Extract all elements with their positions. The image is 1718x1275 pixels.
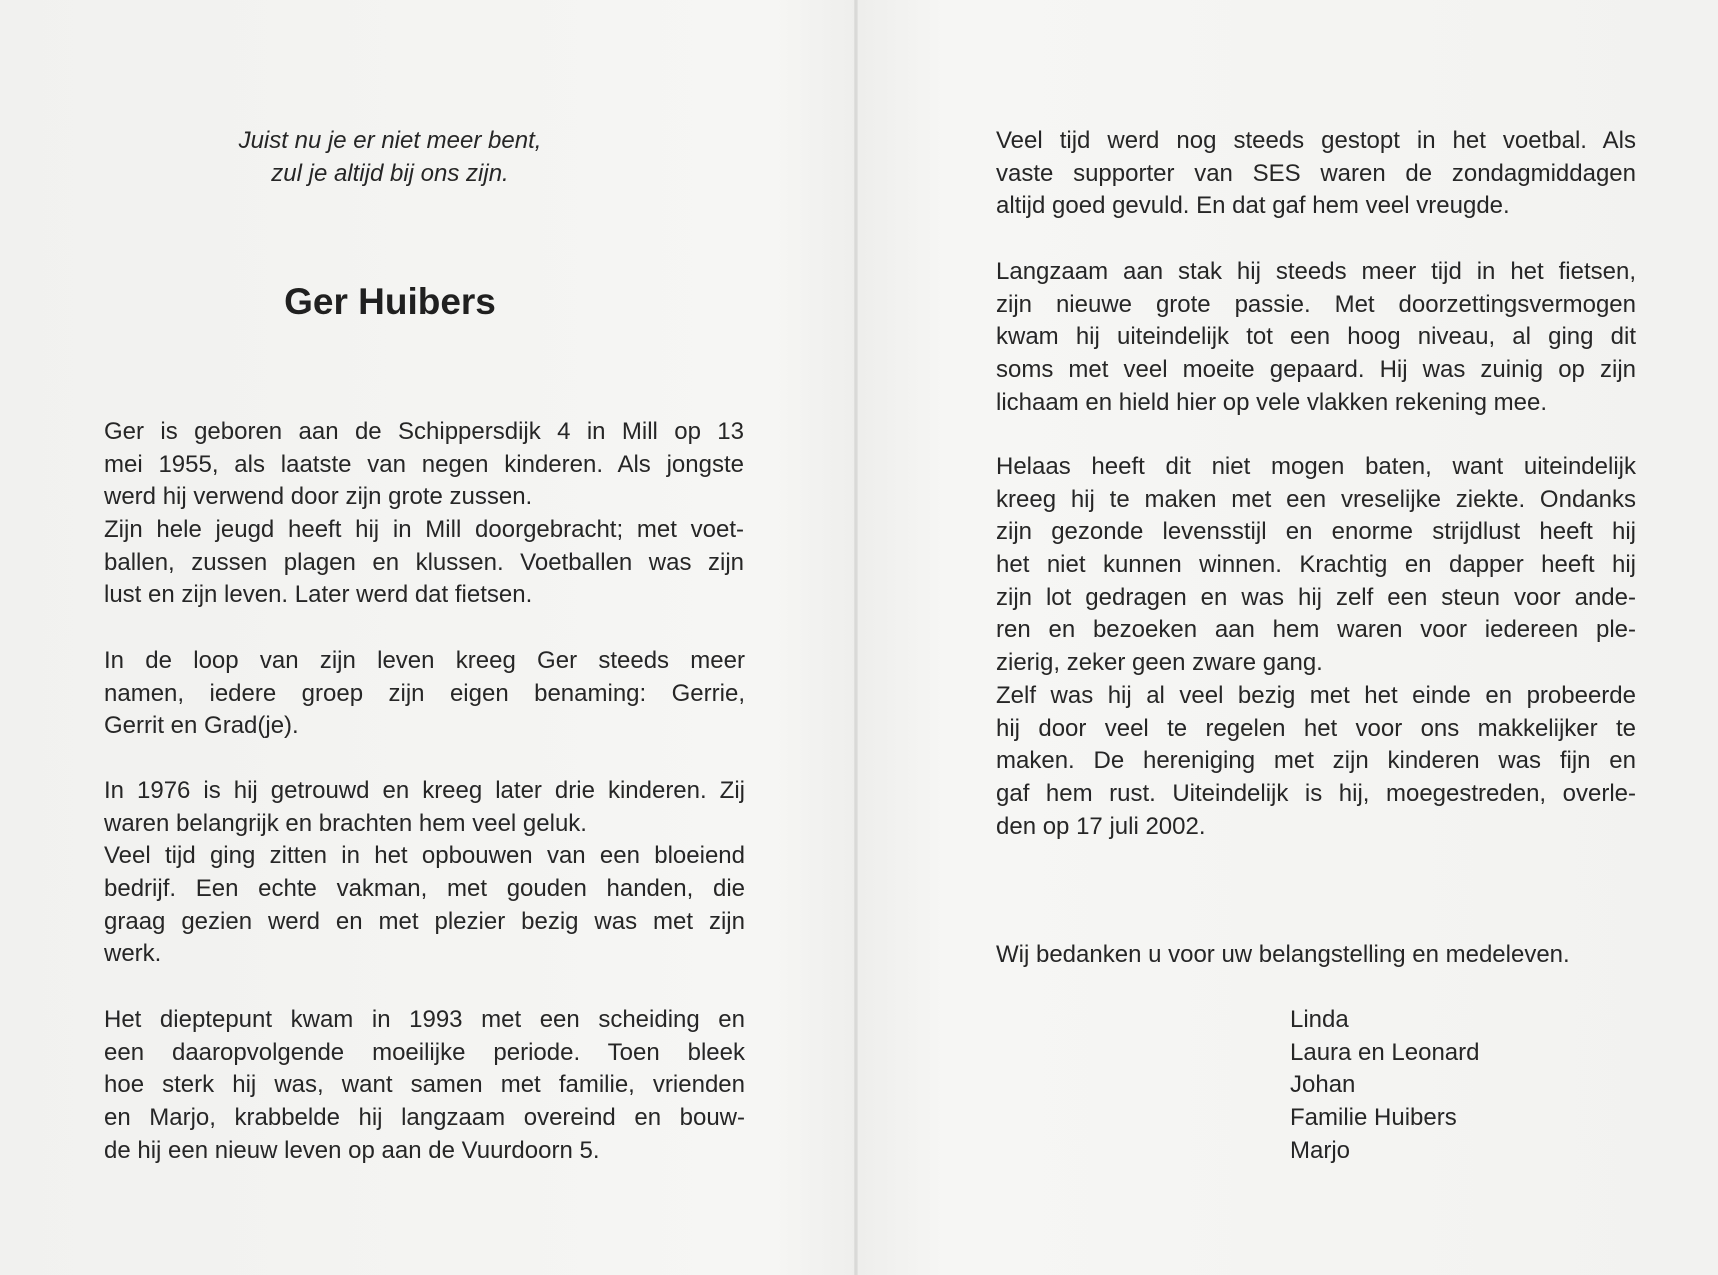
deceased-name: Ger Huibers [284,281,496,322]
text-line: Gerrit en Grad(je). [104,712,299,740]
signer: Familie Huibers [1290,1104,1457,1132]
text-line: hoe sterk hij was, want samen met familie, vrienden [104,1071,745,1099]
motto [150,124,630,190]
text-line: Helaas heeft dit niet mogen baten, want uiteindelijk [996,453,1636,480]
right-paragraph-3 [996,451,1636,843]
text-line: mei 1955, als laatste van negen kinderen. Als jongste [104,450,744,478]
text-line: In 1976 is hij getrouwd en kreeg later drie kinderen. Zij [104,777,745,804]
left-paragraph-4 [104,1004,745,1167]
text-line: werd hij verwend door zijn grote zussen. [104,483,533,511]
text-line: soms met veel moeite gepaard. Hij was zuinig op zijn [996,356,1636,384]
text-line: Langzaam aan stak hij steeds meer tijd in het fietsen, [996,258,1636,285]
text-line: Zelf was hij al veel bezig met het einde en probeerde [996,681,1636,709]
text-line: den op 17 juli 2002. [996,812,1206,840]
text-line: altijd goed gevuld. En dat gaf hem veel vreugde. [996,192,1510,220]
text-line: zijn lot gedragen en was hij zelf een steun voor ande- [996,583,1636,611]
signer: Johan [1290,1071,1356,1099]
text-line: kreeg hij te maken met een vreselijke ziekte. Ondanks [996,485,1636,513]
thanks-line: Wij bedanken u voor uw belangstelling en medeleven. [996,941,1570,968]
text-line: kwam hij uiteindelijk tot een hoog niveau, al ging dit [996,323,1636,351]
signer: Laura en Leonard [1290,1038,1480,1066]
text-line: namen, iedere groep zijn eigen benaming: Gerrie, [104,679,745,707]
text-line: zijn nieuwe grote passie. Met doorzettingsvermogen [996,290,1636,318]
signer: Linda [1290,1006,1349,1033]
motto-line-1: Juist nu je er niet meer bent, [238,127,542,154]
text-line: lichaam en hield hier op vele vlakken rekening mee. [996,388,1547,416]
text-line: vaste supporter van SES waren de zondagmiddagen [996,159,1636,187]
text-line: In de loop van zijn leven kreeg Ger steeds meer [104,647,745,674]
text-line: Veel tijd ging zitten in het opbouwen van een bloeiend [104,842,745,870]
text-line: zierig, zeker geen zware gang. [996,649,1323,677]
text-line: Ger is geboren aan de Schippersdijk 4 in Mill op 13 [104,418,744,445]
text-line: gaf hem rust. Uiteindelijk is hij, moegestreden, overle- [996,779,1636,807]
left-paragraph-1 [104,416,744,612]
text-line: de hij een nieuw leven op aan de Vuurdoorn 5. [104,1136,600,1164]
signer: Marjo [1290,1136,1351,1164]
text-line: maken. De hereniging met zijn kinderen was fijn en [996,747,1636,775]
left-paragraph-3 [104,775,745,971]
text-line: ballen, zussen plagen en klussen. Voetballen was zijn [104,548,744,576]
right-paragraph-2 [996,256,1636,419]
text-line: hij door veel te regelen het voor ons makkelijker te [996,714,1636,742]
text-line: Het dieptepunt kwam in 1993 met een scheiding en [104,1006,745,1033]
text-line: zijn gezonde levensstijl en enorme strijdlust heeft hij [996,518,1636,546]
text-line: een daaropvolgende moeilijke periode. Toen bleek [104,1038,745,1066]
signers-list [1290,1004,1480,1168]
text-line: Veel tijd werd nog steeds gestopt in het voetbal. Als [996,127,1636,154]
motto-line-2: zul je altijd bij ons zijn. [271,160,509,187]
text-line: het niet kunnen winnen. Krachtig en dapper heeft hij [996,551,1636,579]
text-line: werk. [104,940,162,968]
text-line: ren en bezoeken aan hem waren voor iedereen ple- [996,616,1636,644]
text-line: waren belangrijk en brachten hem veel geluk. [104,809,587,837]
text-line: Zijn hele jeugd heeft hij in Mill doorgebracht; met voet- [104,516,744,544]
text-line: bedrijf. Een echte vakman, met gouden handen, die [104,875,745,903]
right-paragraph-1 [996,125,1636,223]
text-line: en Marjo, krabbelde hij langzaam overeind en bouw- [104,1104,745,1132]
card-fold [854,0,858,1275]
text-line: lust en zijn leven. Later werd dat fietsen. [104,581,533,609]
text-line: graag gezien werd en met plezier bezig was met zijn [104,907,745,935]
left-paragraph-2 [104,645,745,743]
